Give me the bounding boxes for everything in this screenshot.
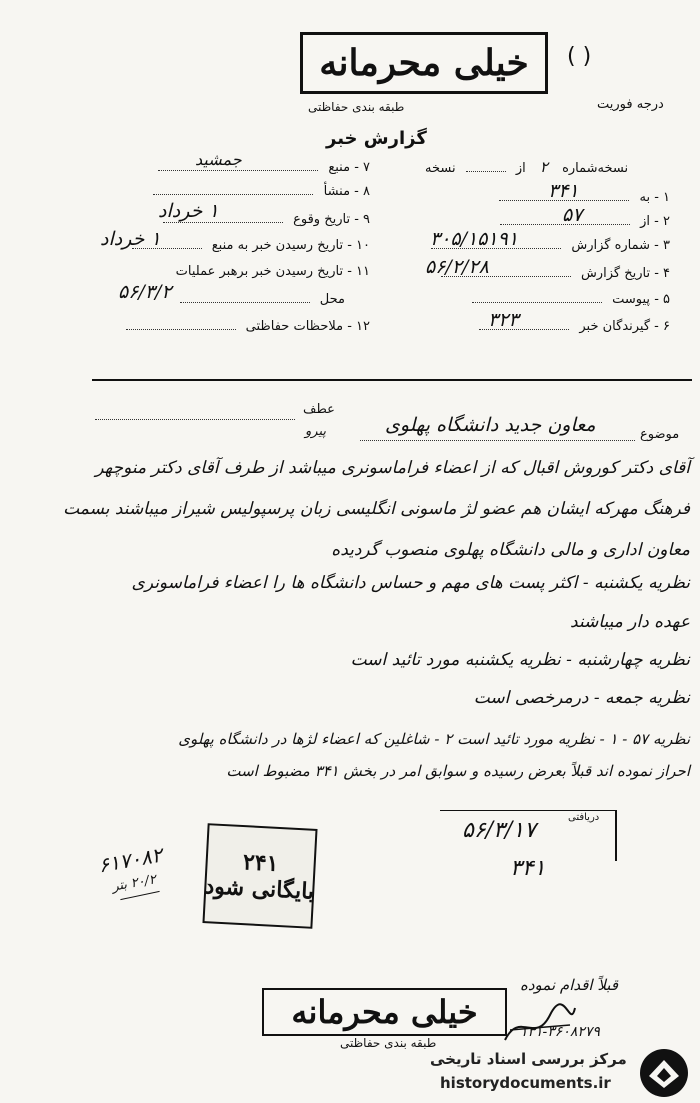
copy-number-label: نسخه‌شماره: [562, 161, 629, 176]
copy-label: نسخه: [425, 161, 456, 176]
classification-stamp: خیلی محرمانه: [300, 32, 548, 94]
side-number: ۶۱۷۰۸۲: [96, 842, 165, 878]
field-occurrence-date-value: ۱ خرداد: [158, 200, 219, 222]
side-note: ۲۰/۲ بتر: [111, 872, 158, 895]
reference-dotted-line: [95, 419, 295, 420]
watermark-logo-icon: [637, 1046, 691, 1100]
subject-dotted-line: [360, 440, 635, 441]
received-label: دریافتی: [568, 812, 600, 823]
field-source-received-date-value: ۱ خرداد: [100, 228, 161, 250]
body-line-6: نظریه چهارشنبه - نظریه یکشنبه مورد تائید است: [350, 650, 690, 670]
archive-number: ۲۴۱: [242, 849, 280, 877]
stamp-corner-mark: ( ): [567, 44, 592, 69]
subject-label: موضوع: [640, 427, 680, 442]
report-title: گزارش خبر: [326, 128, 427, 149]
field-report-date: ۴ - تاریخ گزارش: [435, 266, 670, 281]
field-to: ۱ - به: [493, 190, 670, 205]
body-line-8: نظریه ۵۷ - ۱ - نظریه مورد تائید است ۲ - شاغلین که اعضاء لژها در دانشگاه پهلوی: [178, 730, 690, 748]
footer-number: ۱۳۱-۳۶۰۸۲۷۹: [520, 1024, 600, 1040]
reference-label: عطف: [303, 402, 335, 417]
field-report-number: ۳ - شماره گزارش: [425, 238, 670, 253]
body-line-7: نظریه جمعه - درمرخصی است: [473, 688, 690, 708]
copy-number-row: [425, 158, 628, 176]
bottom-classification-stamp: خیلی محرمانه: [262, 988, 507, 1036]
archive-stamp: [202, 823, 317, 929]
field-attachment: ۵ - پیوست: [466, 292, 670, 307]
field-to-value: ۳۴۱: [548, 180, 579, 202]
body-line-5: عهده دار میباشند: [570, 612, 690, 632]
field-report-number-value: ۳۰۵/۱۵۱۹۱: [430, 228, 519, 250]
watermark-url: historydocuments.ir: [440, 1074, 611, 1092]
field-source: ۷ - منبع: [152, 160, 370, 175]
classification-label: طبقه بندی حفاظتی: [308, 100, 405, 114]
subject-value: معاون جدید دانشگاه پهلوی: [385, 414, 596, 436]
field-report-date-value: ۵۶/۲/۲۸: [425, 256, 489, 278]
field-ops-received-date: ۱۱ - تاریخ رسیدن خبر برهبر عملیات: [175, 264, 370, 279]
field-recipients: ۶ - گیرندگان خبر: [473, 319, 670, 334]
archive-text: بایگانی شود: [203, 873, 315, 905]
body-line-2: فرهنگ مهرکه ایشان هم عضو لژ ماسونی انگلیسی زبان پرسپولیس شیراز میباشند بسمت: [63, 499, 690, 519]
reference-value: پیرو: [305, 424, 326, 439]
copy-number-value: ۲: [539, 158, 548, 176]
field-location: محل: [174, 292, 345, 307]
section-divider: [92, 379, 692, 381]
body-line-4: نظریه یکشنبه - اکثر پست های مهم و حساس دانشگاه ها را اعضاء فراماسونری: [131, 573, 690, 593]
dotted-line: [466, 171, 506, 172]
body-line-9: احراز نموده اند قبلاً بعرض رسیده و سوابق امر در بخش ۳۴۱ مضبوط است: [226, 762, 690, 780]
field-security-notes: ۱۲ - ملاحظات حفاظتی: [120, 319, 371, 334]
field-origin: ۸ - منشأ: [147, 184, 370, 199]
body-line-1: آقای دکتر کوروش اقبال که از اعضاء فراماسونری میباشد از طرف آقای دکتر منوچهر: [95, 458, 690, 478]
watermark-name: مرکز بررسی اسناد تاریخی: [430, 1050, 627, 1068]
body-line-3: معاون اداری و مالی دانشگاه پهلوی منصوب گردیده: [331, 540, 690, 560]
received-code: ۳۴۱: [510, 856, 546, 881]
received-date: ۵۶/۳/۱۷: [462, 818, 536, 843]
field-source-value: جمشید: [195, 150, 242, 169]
field-source-received-date: ۱۰ - تاریخ رسیدن خبر به منبع: [126, 238, 370, 253]
bottom-classification-label: طبقه بندی حفاظتی: [340, 1036, 437, 1050]
footer-note: قبلاً اقدام نموده: [520, 976, 618, 994]
of-label: از: [515, 161, 526, 176]
field-occurrence-date: ۹ - تاریخ وقوع: [157, 212, 370, 227]
priority-label: درجه فوریت: [597, 97, 664, 112]
field-recipients-value: ۳۲۳: [488, 309, 519, 331]
field-from-value: ۵۷: [562, 204, 583, 226]
field-location-value: ۵۶/۳/۲: [118, 281, 172, 303]
field-from: ۲ - از: [494, 214, 670, 229]
